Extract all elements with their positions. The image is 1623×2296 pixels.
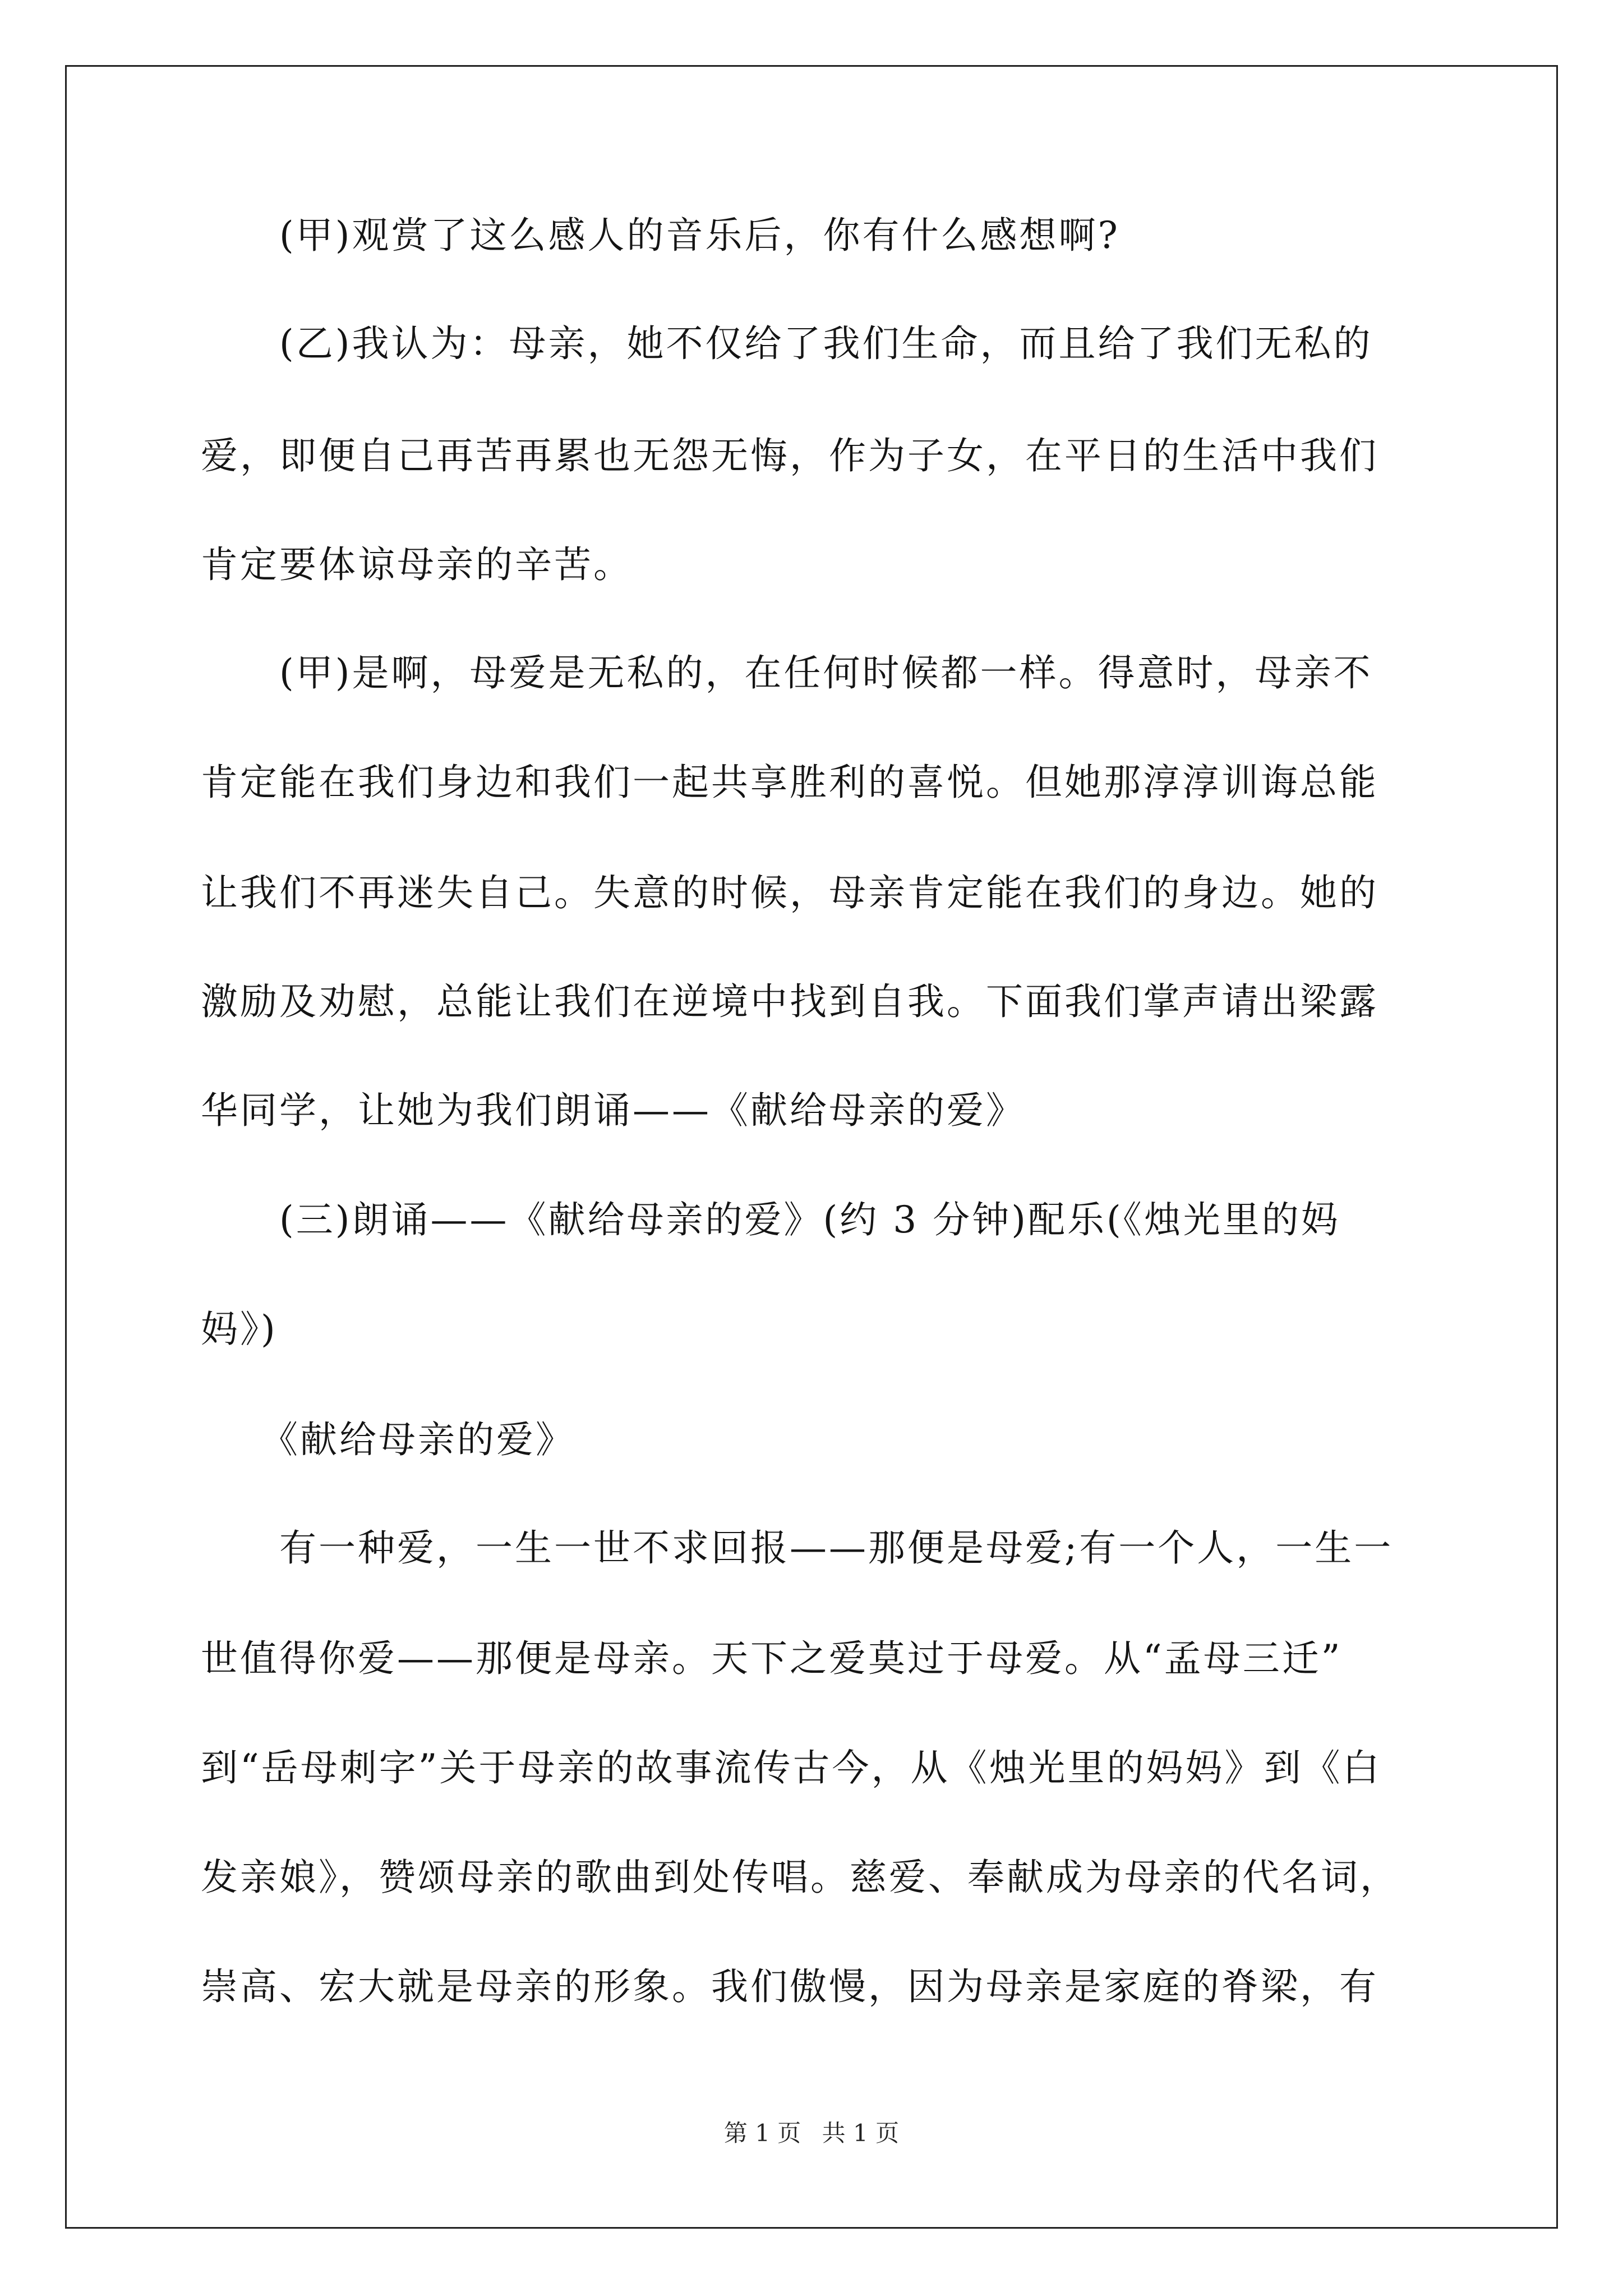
text-line: 激励及劝慰，总能让我们在逆境中找到自我。下面我们掌声请出梁露 xyxy=(201,980,1378,1023)
page-border xyxy=(65,65,1558,2229)
text-line: 发亲娘》，赞颂母亲的歌曲到处传唱。慈爱、奉献成为母亲的代名词， xyxy=(201,1856,1399,1899)
page-footer xyxy=(0,2115,1623,2148)
text-line: 华同学，让她为我们朗诵——《献给母亲的爱》 xyxy=(201,1089,1025,1132)
text-line: 有一种爱，一生一世不求回报——那便是母爱;有一个人，一生一 xyxy=(201,1526,1394,1570)
text-line: 《献给母亲的爱》 xyxy=(201,1418,575,1461)
text-line: 到“岳母刺字”关于母亲的故事流传古今，从《烛光里的妈妈》到《白 xyxy=(201,1746,1382,1789)
text-line: 肯定能在我们身边和我们一起共享胜利的喜悦。但她那淳淳训诲总能 xyxy=(201,761,1378,804)
text-line: 让我们不再迷失自己。失意的时候，母亲肯定能在我们的身边。她的 xyxy=(201,871,1378,914)
text-line: 肯定要体谅母亲的辛苦。 xyxy=(201,543,633,586)
text-line: (三)朗诵——《献给母亲的爱》(约 3 分钟)配乐(《烛光里的妈 xyxy=(201,1198,1340,1241)
text-line: 世值得你爱——那便是母亲。天下之爱莫过于母爱。从“孟母三迁” xyxy=(201,1637,1343,1680)
text-line: 崇高、宏大就是母亲的形象。我们傲慢，因为母亲是家庭的脊梁，有 xyxy=(201,1965,1378,2008)
page-total: 共 1 页 xyxy=(822,2119,900,2147)
page-number: 第 1 页 xyxy=(723,2119,801,2147)
text-line: 爱，即便自己再苦再累也无怨无悔，作为子女，在平日的生活中我们 xyxy=(201,434,1378,477)
text-line: (甲)是啊，母爱是无私的，在任何时候都一样。得意时，母亲不 xyxy=(201,651,1373,694)
text-line: (甲)观赏了这么感人的音乐后，你有什么感想啊? xyxy=(201,214,1120,257)
text-line: 妈》) xyxy=(201,1308,278,1351)
text-line: (乙)我认为：母亲，她不仅给了我们生命，而且给了我们无私的 xyxy=(201,322,1373,365)
